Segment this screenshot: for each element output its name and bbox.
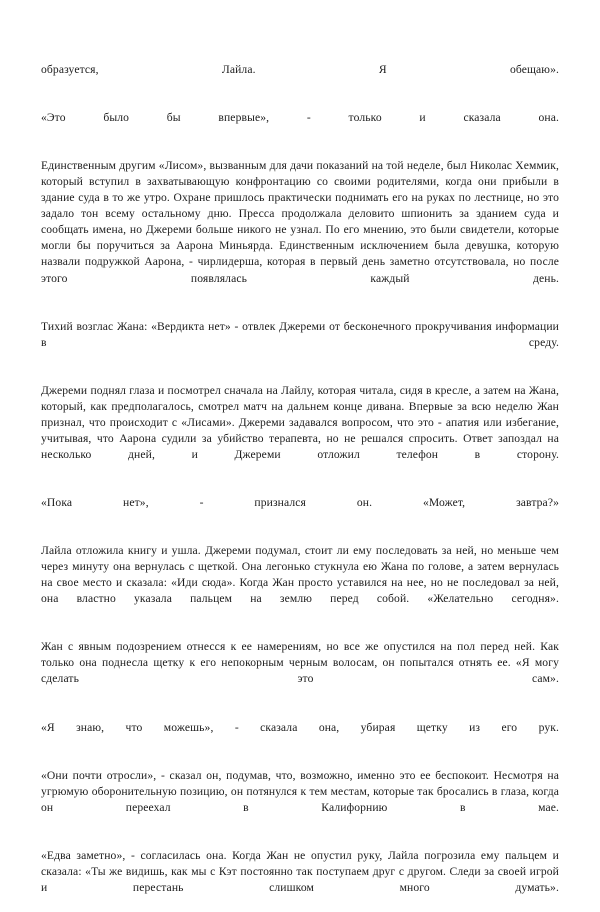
paragraph: «Они почти отросли», - сказал он, подумав, что, возможно, именно это ее беспокоит. Несмотря на угрюмую оборонительную позицию, он потянулся к тем местам, которые так бросались в глаза, когда он переехал в Калифорнию в мае. bbox=[41, 768, 559, 814]
paragraph: Лайла отложила книгу и ушла. Джереми подумал, стоит ли ему последовать за ней, но меньше чем через минуту она вернулась с щеткой. Она легонько стукнула ею Жана по голове, а затем вернулась на свое место и сказала: «Иди сюда». Когда Жан просто уставился на нее, но не последовал за ней, она властно указала пальцем на землю перед собой. «Желательно сегодня». bbox=[41, 544, 559, 606]
paragraph: Тихий возглас Жана: «Вердикта нет» - отвлек Джереми от бесконечного прокручивания информации в среду. bbox=[41, 319, 559, 349]
paragraph: Единственным другим «Лисом», вызванным для дачи показаний на той неделе, был Николас Хеммик, который вступил в захватывающую конфронтацию со своими родителями, когда они прибыли в здание суда в то же утро. Охране пришлось практически поднимать его на руках по лестнице, но это задало тон всему остальному дню. Пресса продолжала деловито шпионить за зданием суда и сообщать имена, но Джереми больше никого не узнал. По его мнению, это были свидетели, которые могли бы поручиться за Аарона Миньярда. Единственным исключением была девушка, которую назвали подружкой Аарона, - чирлидерша, которая в первый день заметно отсутствовала, но после этого появлялась каждый день. bbox=[41, 159, 559, 285]
paragraph: Джереми поднял глаза и посмотрел сначала на Лайлу, которая читала, сидя в кресле, а затем на Жана, который, как предполагалось, смотрел матч на дальнем конце дивана. Впервые за всю неделю Жан признал, что происходит с «Лисами». Джереми задавался вопросом, что это - апатия или избегание, учитывая, что Аарона судили за убийство терапевта, но не решался спросить. Ответ запоздал на несколько дней, и Джереми отложил телефон в сторону. bbox=[41, 383, 559, 461]
paragraph: образуется, Лайла. Я обещаю». bbox=[41, 63, 559, 76]
paragraph: «Пока нет», - признался он. «Может, завтра?» bbox=[41, 496, 559, 510]
paragraph: «Это было бы впервые», - только и сказала она. bbox=[41, 111, 559, 125]
document-body bbox=[41, 62, 559, 912]
paragraph: Жан с явным подозрением отнесся к ее намерениям, но все же опустился на пол перед ней. Как только она поднесла щетку к его непокорным черным волосам, он попытался отнять ее. «Я могу сделать это сам». bbox=[41, 640, 559, 686]
paragraph: «Я знаю, что можешь», - сказала она, убирая щетку из его рук. bbox=[41, 720, 559, 734]
paragraph: «Едва заметно», - согласилась она. Когда Жан не опустил руку, Лайла погрозила ему пальцем и сказала: «Ты же видишь, как мы с Кэт постоянно так поступаем друг с другом. Следи за своей игрой и перестань слишком много думать». bbox=[41, 848, 559, 894]
